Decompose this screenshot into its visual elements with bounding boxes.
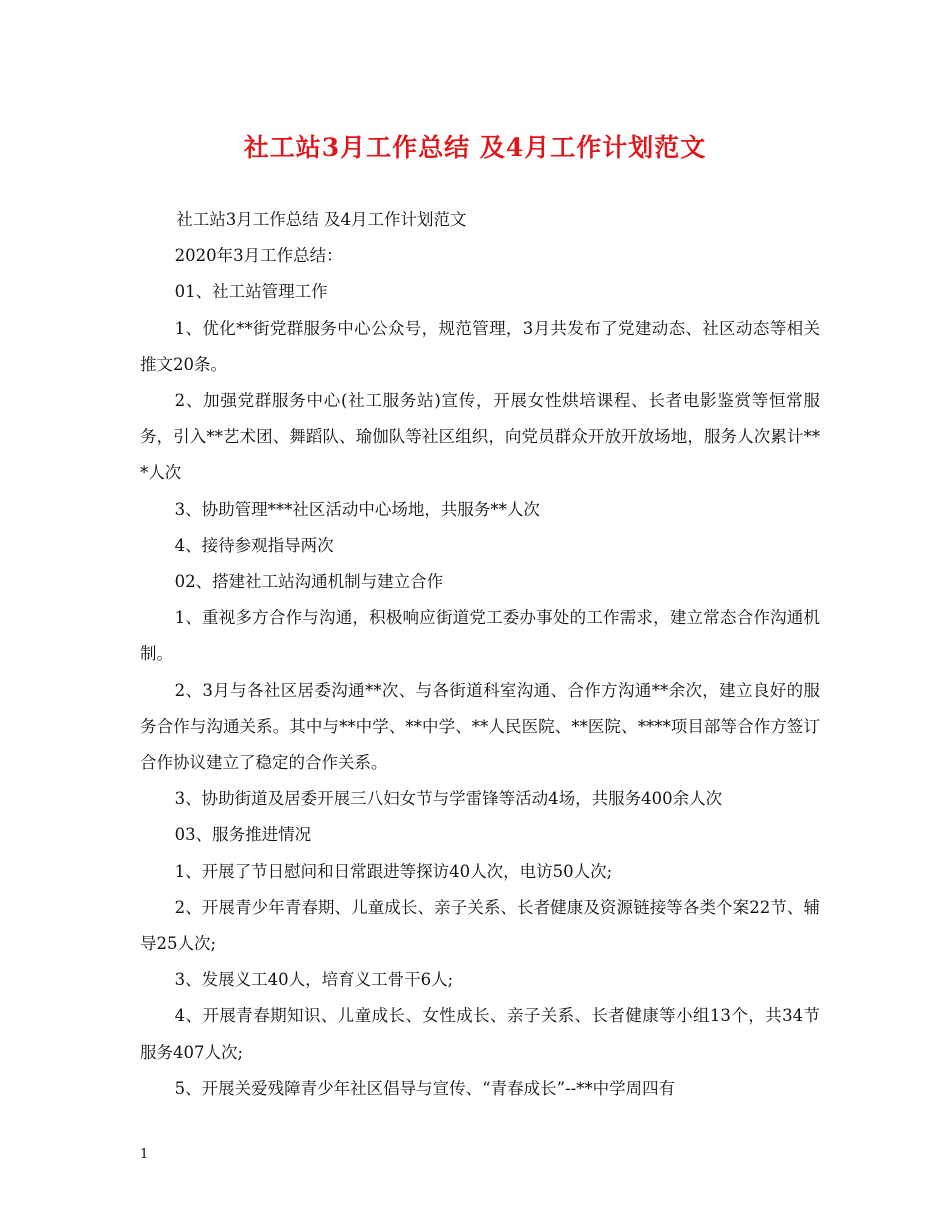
- section-heading: 02、搭建社工站沟通机制与建立合作: [174, 572, 444, 592]
- section-heading: 03、服务推进情况: [174, 825, 312, 845]
- paragraph: 3、发展义工40人，培育义工骨干6人;: [174, 970, 454, 990]
- document-title: 社工站3月工作总结 及4月工作计划范文: [243, 133, 707, 162]
- paragraph: 4、开展青春期知识、儿童成长、女性成长、亲子关系、长者健康等小组13个，共34节服务407人次;: [140, 1006, 820, 1062]
- paragraph: 1、优化**街党群服务中心公众号，规范管理，3月共发布了党建动态、社区动态等相关推文20条。: [140, 318, 820, 374]
- paragraph: 2020年3月工作总结：: [174, 246, 343, 266]
- paragraph: 3、协助街道及居委开展三八妇女节与学雷锋等活动4场，共服务400余人次: [174, 789, 723, 809]
- paragraph: 2、3月与各社区居委沟通**次、与各街道科室沟通、合作方沟通**余次，建立良好的服务合作与沟通关系。其中与**中学、**中学、**人民医院、**医院、****项目部等合作方签订合作协议建立了稳定的合作关系。: [140, 680, 820, 773]
- paragraph: 3、协助管理***社区活动中心场地，共服务**人次: [174, 499, 540, 519]
- document-body: [140, 202, 820, 1107]
- paragraph: 4、接待参观指导两次: [174, 535, 334, 555]
- paragraph: 2、加强党群服务中心(社工服务站)宣传，开展女性烘培课程、长者电影鉴赏等恒常服务，引入**艺术团、舞蹈队、瑜伽队等社区组织，向党员群众开放开放场地，服务人次累计***人次: [140, 391, 820, 483]
- paragraph: 社工站3月工作总结 及4月工作计划范文: [176, 210, 467, 229]
- paragraph: 5、开展关爱残障青少年社区倡导与宣传、“青春成长”--**中学周四有: [174, 1078, 676, 1098]
- paragraph: 2、开展青少年青春期、儿童成长、亲子关系、长者健康及资源链接等各类个案22节、辅导25人次;: [140, 897, 820, 954]
- paragraph: 1、重视多方合作与沟通，积极响应街道党工委办事处的工作需求，建立常态合作沟通机制。: [140, 608, 820, 664]
- paragraph: 1、开展了节日慰问和日常跟进等探访40人次，电访50人次;: [174, 861, 613, 881]
- page-number: 1: [140, 1147, 149, 1162]
- section-heading: 01、社工站管理工作: [174, 282, 328, 302]
